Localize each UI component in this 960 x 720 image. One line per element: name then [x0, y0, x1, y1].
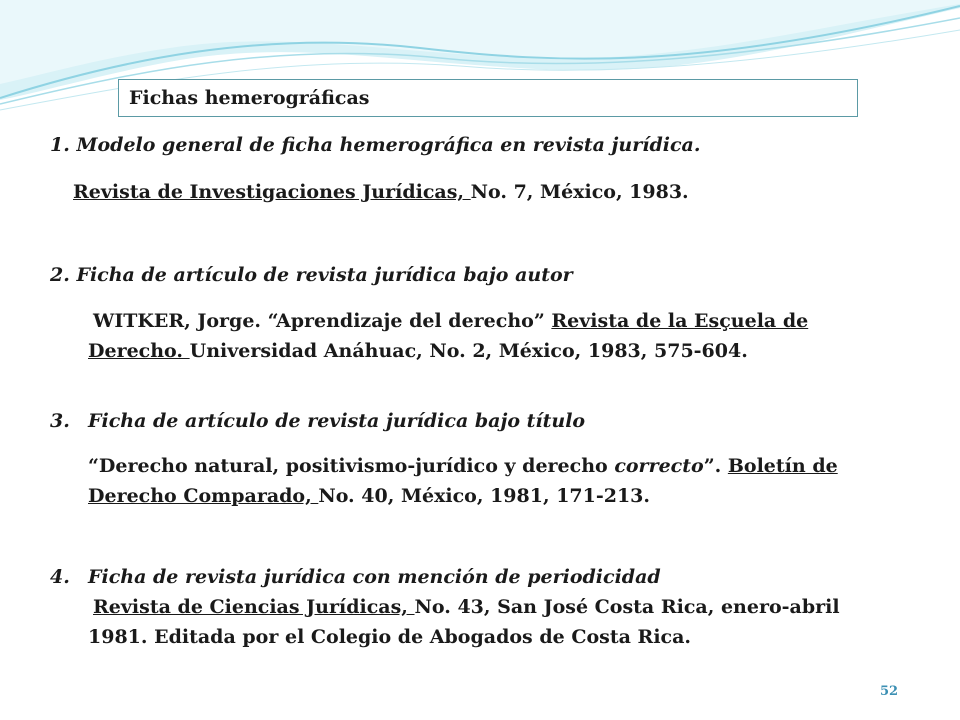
- section-3-quote-close: ”.: [703, 455, 728, 477]
- section-3-citation-rest: No. 40, México, 1981, 171-213.: [318, 485, 651, 507]
- section-3-number: 3.: [50, 410, 70, 432]
- header-wave-decoration: [0, 0, 960, 140]
- section-1-example: [73, 181, 689, 203]
- section-3-line-2: [88, 485, 650, 507]
- section-2-journal-title-a: Revista de la Esçuela de: [551, 310, 809, 332]
- section-2-author-article: WITKER, Jorge. “Aprendizaje del derecho”: [93, 310, 552, 332]
- section-2-citation-rest: Universidad Anáhuac, No. 2, México, 1983, 575-604.: [189, 340, 748, 362]
- section-4-heading: Ficha de revista jurídica con mención de periodicidad: [88, 566, 661, 588]
- section-2-line-1: [93, 310, 808, 332]
- section-3-heading: Ficha de artículo de revista jurídica bajo título: [88, 410, 586, 432]
- section-3-line-1: [88, 455, 838, 477]
- section-4-line-1: [93, 596, 840, 618]
- page-number: 52: [880, 684, 899, 699]
- section-1-heading: 1. Modelo general de ficha hemerográfica en revista jurídica.: [50, 134, 701, 156]
- section-3-article-title-italic: correcto: [614, 455, 704, 477]
- section-4-journal-title: Revista de Ciencias Jurídicas,: [93, 596, 415, 618]
- section-2-journal-title-b: Derecho.: [88, 340, 190, 362]
- section-1-journal-title: Revista de Investigaciones Jurídicas,: [73, 181, 471, 203]
- section-2-line-2: [88, 340, 748, 362]
- section-2-heading: 2. Ficha de artículo de revista jurídica bajo autor: [50, 264, 573, 286]
- slide-title-box: [118, 79, 858, 117]
- section-4-number: 4.: [50, 566, 70, 588]
- section-1-citation-rest: No. 7, México, 1983.: [470, 181, 689, 203]
- section-3-journal-title-a: Boletín de: [727, 455, 838, 477]
- section-4-citation-rest: No. 43, San José Costa Rica, enero-abril: [414, 596, 840, 618]
- slide-title: Fichas hemerográficas: [129, 87, 370, 109]
- section-4-line-2: 1981. Editada por el Colegio de Abogados de Costa Rica.: [88, 626, 692, 648]
- section-3-journal-title-b: Derecho Comparado,: [88, 485, 319, 507]
- section-3-article-title: “Derecho natural, positivismo-jurídico y derecho: [88, 455, 615, 477]
